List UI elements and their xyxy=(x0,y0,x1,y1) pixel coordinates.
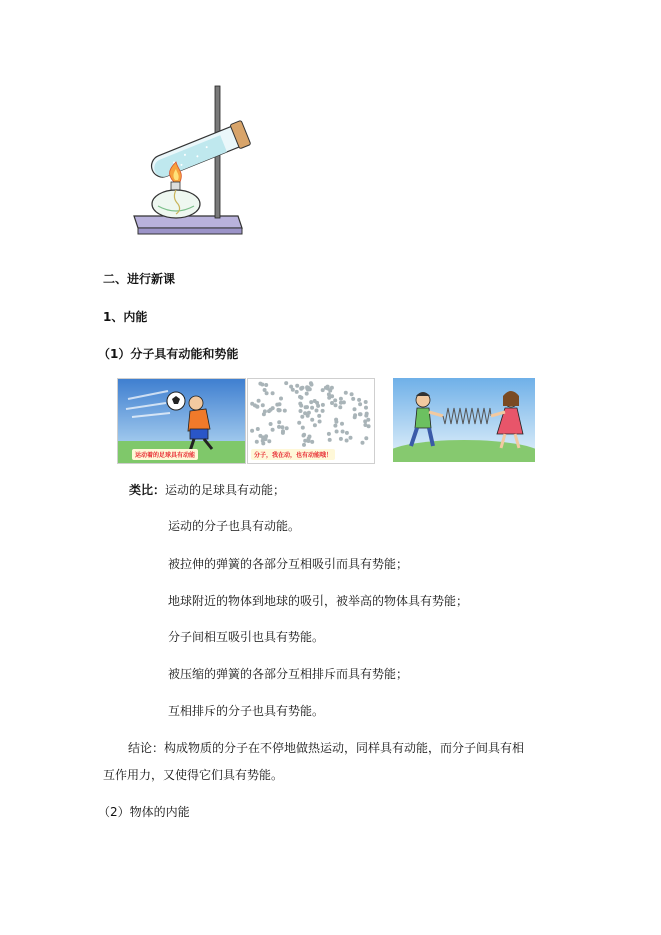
molecule-atom xyxy=(334,403,338,407)
molecule-atom xyxy=(267,439,271,443)
molecule-atom xyxy=(351,397,355,401)
molecule-atom xyxy=(344,391,348,395)
molecule-atom xyxy=(278,408,282,412)
molecule-atom xyxy=(263,388,267,392)
molecule-atom xyxy=(310,440,314,444)
stand-base-side xyxy=(138,228,242,234)
molecule-atom xyxy=(364,400,368,404)
molecule-atom xyxy=(255,440,259,444)
molecule-atom xyxy=(310,406,314,410)
molecule-atom xyxy=(257,399,261,403)
molecule-atom xyxy=(328,438,332,442)
conclusion-line-1: 结论：构成物质的分子在不停地做热运动，同样具有动能，而分子间具有相 xyxy=(128,741,525,755)
conclusion-line-2: 互作用力，又使得它们具有势能。 xyxy=(103,768,284,782)
subsection-2-title: （2）物体的内能 xyxy=(98,805,190,819)
molecule-atom xyxy=(353,407,357,411)
test-tube-heating-svg xyxy=(130,82,255,244)
molecule-atom xyxy=(302,443,306,447)
player-head xyxy=(189,396,203,410)
molecule-atom xyxy=(321,409,325,413)
molecule-atom xyxy=(255,405,259,409)
analogy-line: 运动的分子也具有动能。 xyxy=(168,519,301,533)
molecule-atom xyxy=(299,404,303,408)
spring-tug-svg xyxy=(393,378,535,462)
subsection-1-title: （1）分子具有动能和势能 xyxy=(98,347,239,361)
molecule-atom xyxy=(315,409,319,413)
molecule-atom xyxy=(297,421,301,425)
molecule-atom xyxy=(349,436,353,440)
spring-tug-picture xyxy=(393,378,535,462)
molecule-atom xyxy=(339,437,343,441)
molecule-atom xyxy=(262,412,266,416)
molecule-atom xyxy=(321,403,325,407)
molecule-atom xyxy=(307,411,311,415)
molecule-atom xyxy=(367,424,371,428)
molecules-picture xyxy=(247,378,375,464)
molecule-atom xyxy=(364,436,368,440)
molecule-atom xyxy=(299,409,303,413)
heading-internal-energy: 1、内能 xyxy=(103,310,148,324)
molecule-atom xyxy=(317,414,321,418)
molecule-atom xyxy=(264,383,268,387)
heading-new-lesson: 二、进行新课 xyxy=(103,272,176,286)
molecule-atom xyxy=(261,403,265,407)
molecule-atom xyxy=(250,402,254,406)
molecule-atom xyxy=(303,439,307,443)
molecule-atom xyxy=(269,422,273,426)
molecule-atom xyxy=(309,400,313,404)
molecule-atom xyxy=(280,425,284,429)
molecule-atom xyxy=(289,385,293,389)
molecule-atom xyxy=(256,427,260,431)
molecule-atom xyxy=(338,405,342,409)
molecule-atom xyxy=(299,386,303,390)
molecule-atom xyxy=(345,431,349,435)
stand-base xyxy=(134,216,242,228)
molecule-atom xyxy=(305,385,309,389)
molecule-atom xyxy=(364,414,368,418)
molecule-atom xyxy=(285,426,289,430)
molecule-atom xyxy=(310,418,314,422)
molecule-atom xyxy=(277,425,281,429)
molecule-atom xyxy=(284,381,288,385)
molecule-atom xyxy=(326,385,330,389)
molecule-atom xyxy=(333,398,337,402)
molecule-atom xyxy=(271,391,275,395)
molecule-atom xyxy=(250,429,254,433)
molecule-atom xyxy=(328,389,332,393)
molecule-atom xyxy=(339,397,343,401)
soccer-picture xyxy=(117,378,246,464)
molecule-atom xyxy=(339,401,343,405)
molecule-atom xyxy=(305,405,309,409)
analogy-line: 运动的足球具有动能； xyxy=(165,483,286,497)
molecule-atom xyxy=(345,439,349,443)
molecule-atom xyxy=(315,401,319,405)
analogy-first-line xyxy=(129,481,285,498)
analogy-line: 被压缩的弹簧的各部分互相排斥而具有势能； xyxy=(168,667,409,681)
molecule-atom xyxy=(357,398,361,402)
molecule-atom xyxy=(359,412,363,416)
molecule-atom xyxy=(353,415,357,419)
molecule-atom xyxy=(267,409,271,413)
molecule-atom xyxy=(260,383,264,387)
molecule-atom xyxy=(350,392,354,396)
molecule-atom xyxy=(335,430,339,434)
molecule-atom xyxy=(364,406,368,410)
molecule-atom xyxy=(279,397,283,401)
molecule-atom xyxy=(330,394,334,398)
analogy-line: 互相排斥的分子也具有势能。 xyxy=(168,704,325,718)
molecule-atom xyxy=(308,435,312,439)
molecule-atom xyxy=(310,383,314,387)
molecule-atom xyxy=(341,430,345,434)
molecule-atom xyxy=(271,406,275,410)
molecule-atom xyxy=(327,432,331,436)
analogy-line: 被拉伸的弹簧的各部分互相吸引而具有势能； xyxy=(168,557,409,571)
analogy-line: 分子间相互吸引也具有势能。 xyxy=(168,630,325,644)
molecule-atom xyxy=(361,441,365,445)
molecules-caption: 分子，我在动，也有动能哦！ xyxy=(251,449,335,460)
test-tube xyxy=(147,120,250,182)
molecule-atom xyxy=(321,388,325,392)
molecule-atom xyxy=(277,420,281,424)
lamp-wick-holder xyxy=(171,182,180,190)
soccer-caption: 运动着的足球具有动能 xyxy=(132,449,198,460)
molecule-atom xyxy=(295,384,299,388)
molecule-atom xyxy=(358,402,362,406)
molecule-atom xyxy=(281,431,285,435)
molecule-atom xyxy=(318,420,322,424)
molecule-atom xyxy=(330,401,334,405)
analogy-label: 类比： xyxy=(129,483,166,497)
molecule-atom xyxy=(340,422,344,426)
molecule-atom xyxy=(333,424,337,428)
molecule-atom xyxy=(301,426,305,430)
molecule-atom xyxy=(295,390,299,394)
molecule-atom xyxy=(313,423,317,427)
molecule-atom xyxy=(300,415,304,419)
molecule-atom xyxy=(264,434,268,438)
molecule-atom xyxy=(334,418,338,422)
molecule-atom xyxy=(302,433,306,437)
molecule-atom xyxy=(283,409,287,413)
molecule-atom xyxy=(298,395,302,399)
analogy-line: 地球附近的物体到地球的吸引，被举高的物体具有势能； xyxy=(168,594,469,608)
molecule-atom xyxy=(305,392,309,396)
molecule-atom xyxy=(303,411,307,415)
player-shirt xyxy=(188,409,210,431)
molecule-atom xyxy=(271,428,275,432)
molecule-atom xyxy=(363,419,367,423)
lab-apparatus-illustration xyxy=(130,82,255,244)
molecule-atom xyxy=(278,402,282,406)
molecule-atom xyxy=(261,441,265,445)
